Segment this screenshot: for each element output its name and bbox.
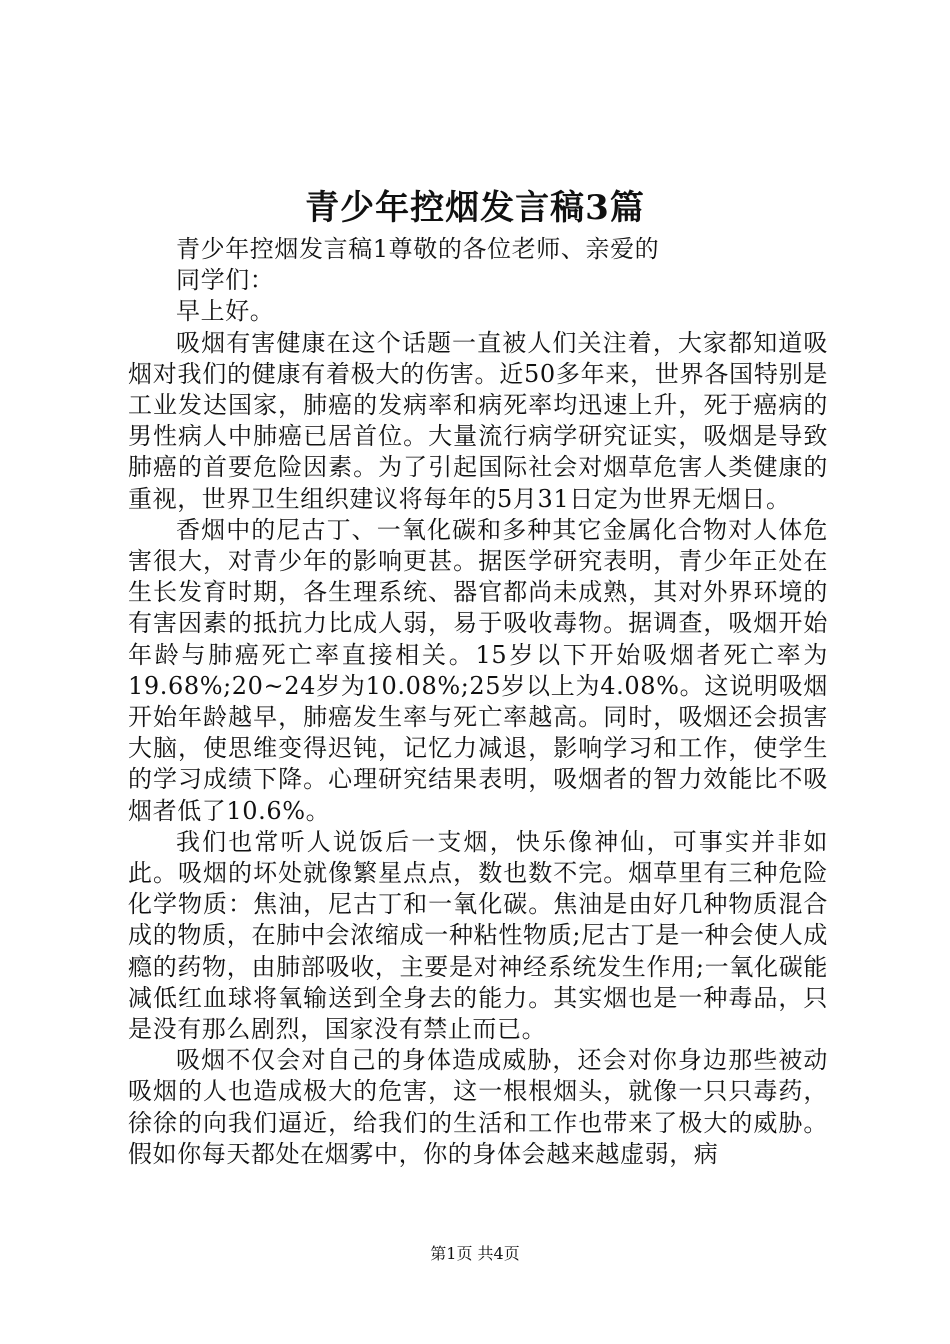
document-body xyxy=(128,234,828,1170)
page-number-footer: 第1页 共4页 xyxy=(430,1244,520,1263)
paragraph-smoking-harm: 吸烟有害健康在这个话题一直被人们关注着，大家都知道吸烟对我们的健康有着极大的伤害。近50多年来，世界各国特别是工业发达国家，肺癌的发病率和病死率均迅速上升，死于癌病的男性病人中肺癌已居首位。大量流行病学研究证实，吸烟是导致肺癌的首要危险因素。为了引起国际社会对烟草危害人类健康的重视，世界卫生组织建议将每年的5月31日定为世界无烟日。 xyxy=(128,328,828,513)
paragraph-salutation: 同学们： xyxy=(176,266,275,295)
paragraph-youth-impact: 香烟中的尼古丁、一氧化碳和多种其它金属化合物对人体危害很大，对青少年的影响更甚。据医学研究表明，青少年正处在生长发育时期，各生理系统、器官都尚未成熟，其对外界环境的有害因素的抵抗力比成人弱，易于吸收毒物。据调查，吸烟开始年龄与肺癌死亡率直接相关。15岁以下开始吸烟者死亡率为19.68%;20~24岁为10.08%;25岁以上为4.08%。这说明吸烟开始年龄越早，肺癌发生率与死亡率越高。同时，吸烟还会损害大脑，使思维变得迟钝，记忆力减退，影响学习和工作，使学生的学习成绩下降。心理研究结果表明，吸烟者的智力效能比不吸烟者低了10.6%。 xyxy=(128,515,828,825)
paragraph-good-morning: 早上好。 xyxy=(176,297,275,326)
paragraph-passive-smoking: 吸烟不仅会对自己的身体造成威胁，还会对你身边那些被动吸烟的人也造成极大的危害，这一根根烟头，就像一只只毒药，徐徐的向我们逼近，给我们的生活和工作也带来了极大的威胁。假如你每天都处在烟雾中，你的身体会越来越虚弱，病 xyxy=(128,1046,828,1168)
paragraph-chemicals: 我们也常听人说饭后一支烟，快乐像神仙，可事实并非如此。吸烟的坏处就像繁星点点，数也数不完。烟草里有三种危险化学物质：焦油，尼古丁和一氧化碳。焦油是由好几种物质混合成的物质，在肺中会浓缩成一种粘性物质;尼古丁是一种会使人成瘾的药物，由肺部吸收，主要是对神经系统发生作用;一氧化碳能减低红血球将氧输送到全身去的能力。其实烟也是一种毒品，只是没有那么剧烈，国家没有禁止而已。 xyxy=(128,827,828,1044)
paragraph-greeting: 青少年控烟发言稿1尊敬的各位老师、亲爱的 xyxy=(176,235,660,263)
document-title: 青少年控烟发言稿3篇 xyxy=(305,188,645,228)
